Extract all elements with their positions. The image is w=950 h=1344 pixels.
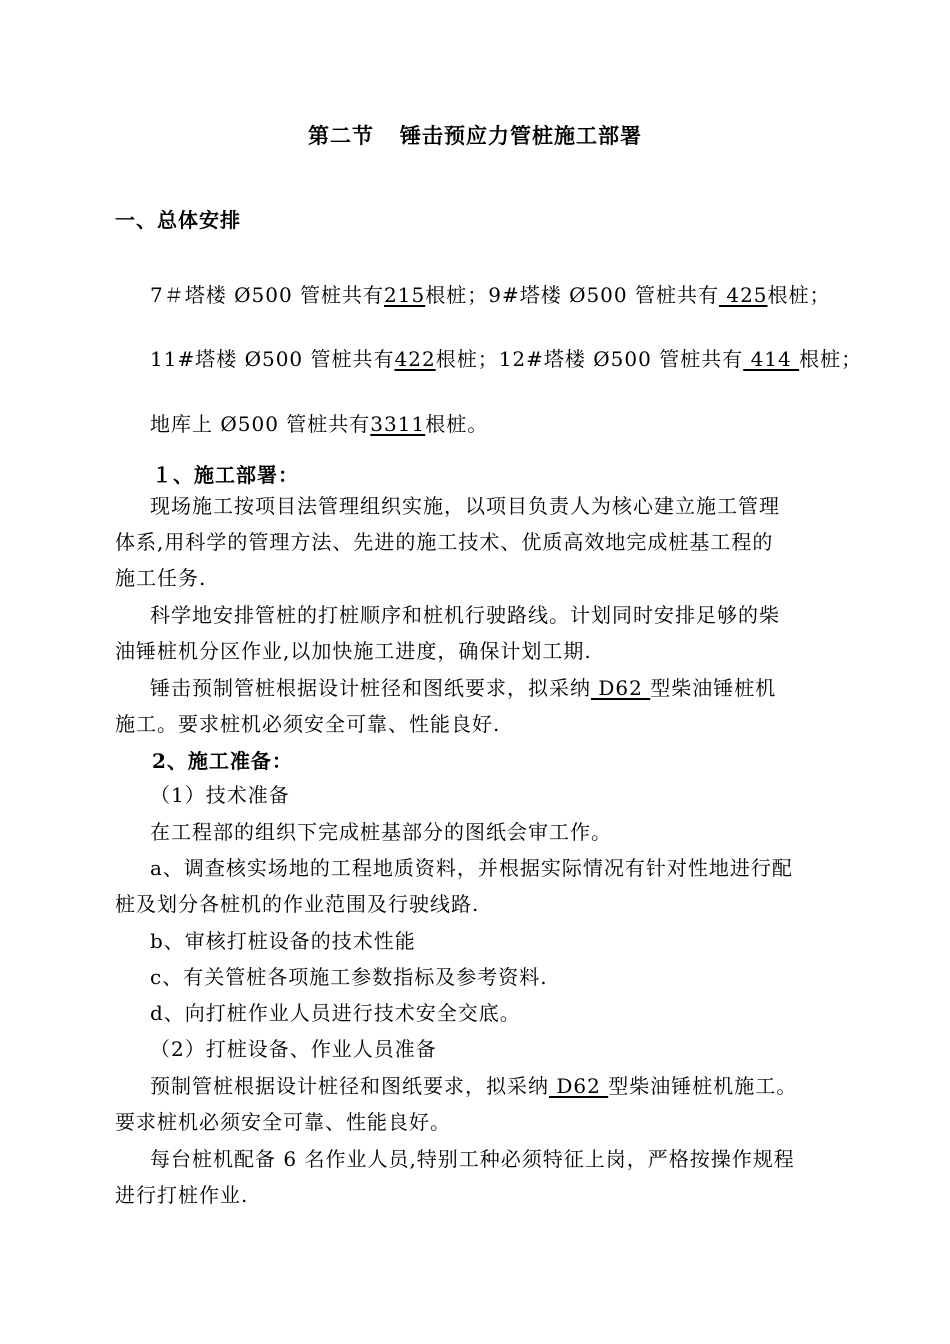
section-number: 第二节 (308, 123, 374, 148)
pile-unit: 根桩； (799, 347, 863, 371)
paragraph-line: 科学地安排管桩的打桩顺序和桩机行驶路线。计划同时安排足够的柴 (150, 603, 780, 627)
text-segment: 型柴油锤桩机 (650, 676, 777, 700)
paragraph-line: 体系,用科学的管理方法、先进的施工技术、优质高效地完成桩基工程的 (115, 530, 774, 554)
paragraph-line: 每台桩机配备 6 名作业人员,特别工种必须特征上岗，严格按操作规程 (150, 1147, 795, 1171)
pile-unit: 根桩； (425, 283, 489, 307)
tower-11-label: 11#塔楼 (150, 347, 238, 371)
pile-count-line-2 (150, 345, 862, 373)
pile-desc: Ø500 管桩共有 (220, 412, 371, 436)
page-title (0, 122, 950, 150)
paragraph-line: 施工任务. (115, 566, 207, 590)
hammer-model: D62 (591, 676, 651, 700)
heading-construction-deployment: １、施工部署： (152, 463, 299, 487)
tower-9-label: 9#塔楼 (488, 283, 562, 307)
paragraph-line (150, 1072, 797, 1100)
list-item-a-cont: 桩及划分各桩机的作业范围及行驶线路. (115, 892, 480, 916)
tower-12-label: 12#塔楼 (498, 347, 586, 371)
pile-desc: Ø500 管桩共有 (244, 347, 395, 371)
pile-desc: Ø500 管桩共有 (234, 283, 385, 307)
tower-11-count: 422 (394, 347, 436, 371)
subheading-technical-preparation: （1）技术准备 (150, 783, 290, 807)
text-segment: 预制管桩根据设计桩径和图纸要求，拟采纳 (150, 1074, 549, 1098)
section-name: 锤击预应力管桩施工部署 (400, 123, 642, 148)
paragraph-line: 在工程部的组织下完成桩基部分的图纸会审工作。 (150, 820, 612, 844)
pile-desc: Ø500 管桩共有 (593, 347, 744, 371)
subheading-equipment-preparation: （2）打桩设备、作业人员准备 (150, 1037, 437, 1061)
basement-label: 地库上 (150, 412, 213, 436)
basement-count: 3311 (370, 412, 426, 436)
pile-count-line-3 (150, 410, 488, 438)
paragraph-line (150, 674, 776, 702)
text-segment: 锤击预制管桩根据设计桩径和图纸要求，拟采纳 (150, 676, 591, 700)
list-item-a: a、调查核实场地的工程地质资料，并根据实际情况有针对性地进行配 (150, 856, 793, 880)
paragraph-line: 现场施工按项目法管理组织实施，以项目负责人为核心建立施工管理 (150, 494, 780, 518)
tower-7-count: 215 (384, 283, 426, 307)
paragraph-line: 要求桩机必须安全可靠、性能良好。 (115, 1110, 451, 1134)
pile-unit: 根桩。 (425, 412, 489, 436)
pile-desc: Ø500 管桩共有 (569, 283, 719, 307)
tower-12-count: 414 (743, 347, 800, 371)
pile-unit: 根桩； (435, 347, 499, 371)
text-segment: 型柴油锤桩机施工。 (608, 1074, 798, 1098)
list-item-c: c、有关管桩各项施工参数指标及参考资料. (150, 965, 548, 989)
pile-unit: 根桩； (767, 283, 831, 307)
heading-overall-arrangement: 一、总体安排 (115, 208, 241, 232)
paragraph-line: 进行打桩作业. (115, 1183, 249, 1207)
paragraph-line: 施工。要求桩机必须安全可靠、性能良好. (115, 712, 501, 736)
tower-9-count: 425 (719, 283, 768, 307)
tower-7-label: 7＃塔楼 (150, 283, 227, 307)
pile-count-line-1 (150, 281, 831, 309)
list-item-b: b、审核打桩设备的技术性能 (150, 929, 416, 953)
heading-construction-preparation: 2、施工准备： (152, 749, 293, 773)
paragraph-line: 油锤桩机分区作业,以加快施工进度，确保计划工期. (115, 639, 592, 663)
hammer-model: D62 (549, 1074, 609, 1098)
list-item-d: d、向打桩作业人员进行技术安全交底。 (150, 1001, 521, 1025)
